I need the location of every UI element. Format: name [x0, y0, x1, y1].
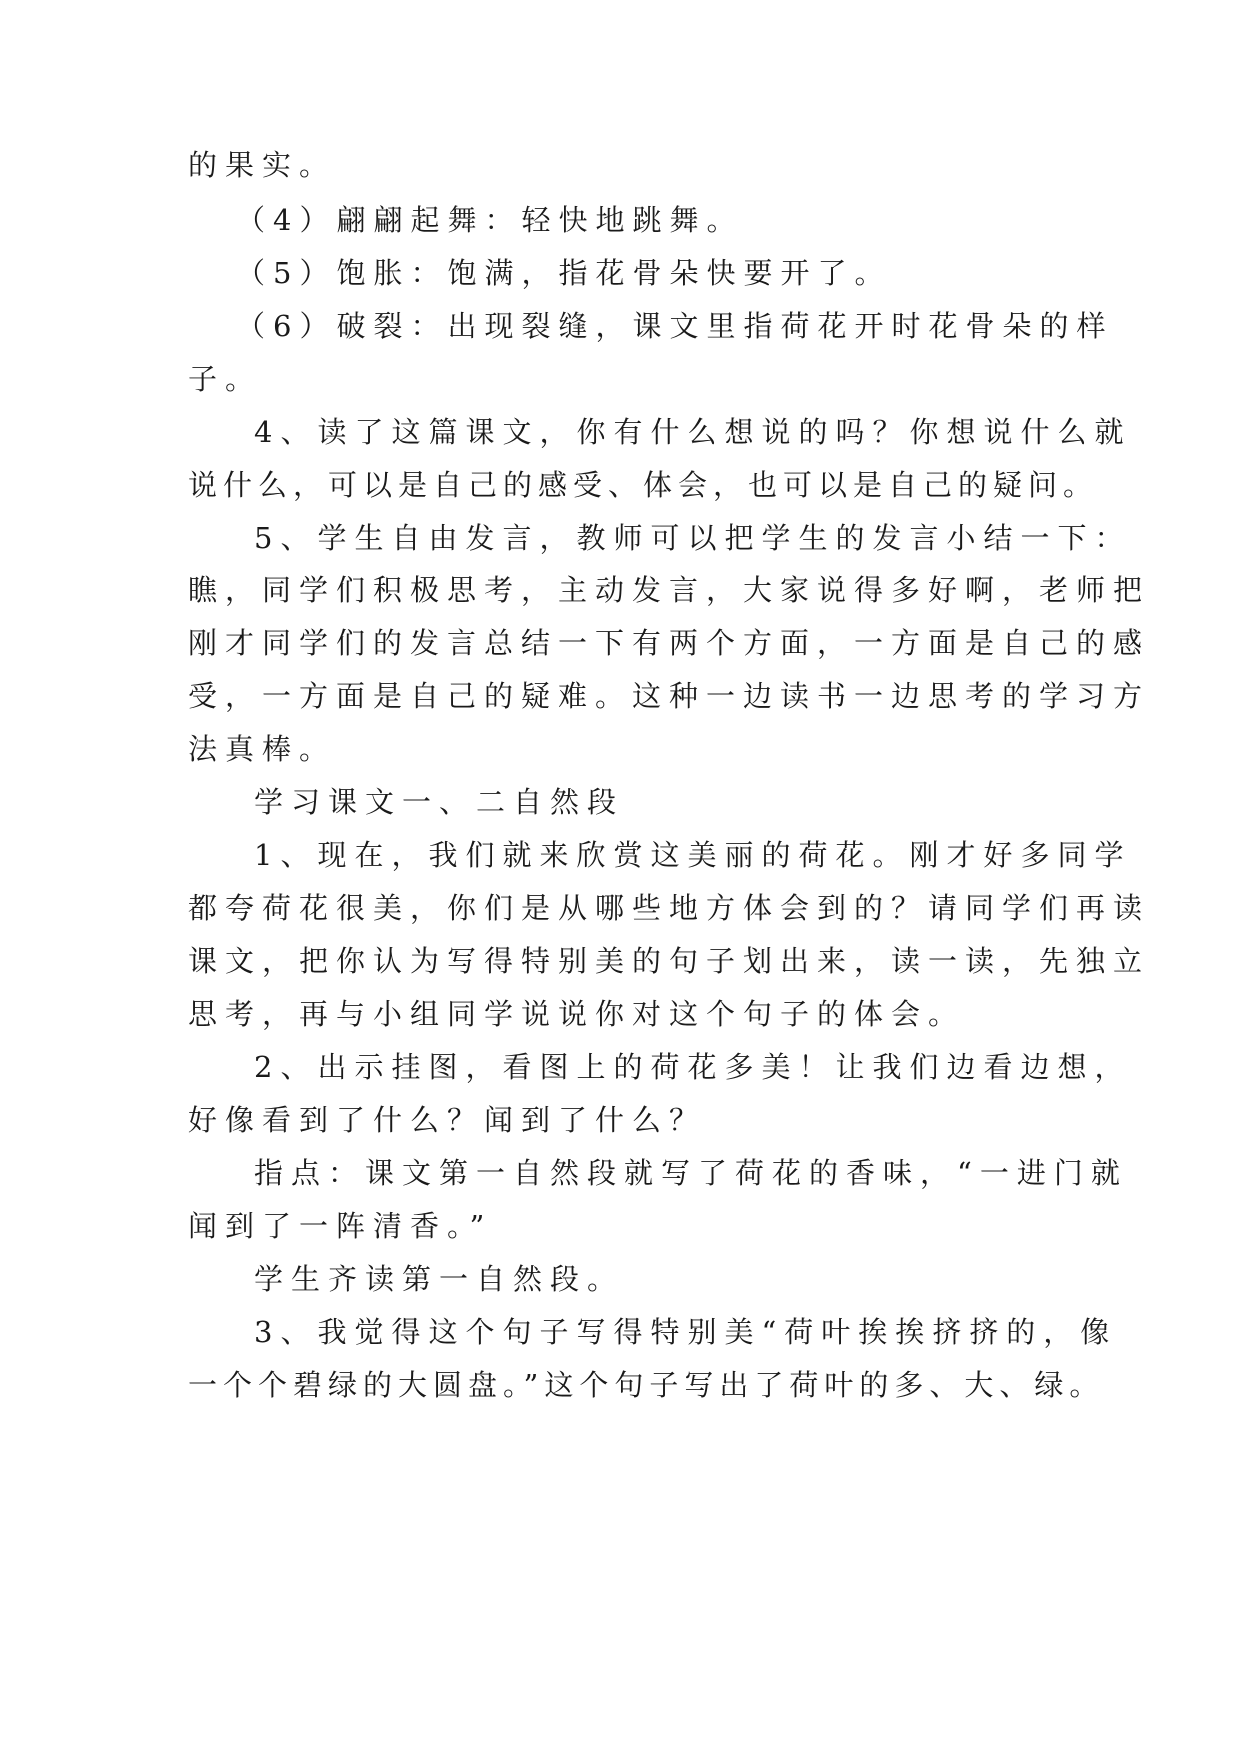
text-line: （5）饱胀：饱满，指花骨朵快要开了。	[236, 256, 892, 290]
text-line: 4、读了这篇课文，你有什么想说的吗？你想说什么就	[254, 415, 1132, 449]
text-line: 一个个碧绿的大圆盘。”这个句子写出了荷叶的多、大、绿。	[188, 1368, 1105, 1402]
text-line: 说什么，可以是自己的感受、体会，也可以是自己的疑问。	[188, 468, 1099, 502]
text-line: 子。	[188, 362, 263, 396]
text-line: 2、出示挂图，看图上的荷花多美！让我们边看边想，	[254, 1050, 1132, 1084]
text-line: 思考，再与小组同学说说你对这个句子的体会。	[188, 997, 966, 1031]
text-line: 都夸荷花很美，你们是从哪些地方体会到的？请同学们再读	[188, 891, 1151, 925]
text-line: （6）破裂：出现裂缝，课文里指荷花开时花骨朵的样	[236, 309, 1114, 343]
text-line: 课文，把你认为写得特别美的句子划出来，读一读，先独立	[188, 944, 1151, 978]
text-line: 刚才同学们的发言总结一下有两个方面，一方面是自己的感	[188, 626, 1151, 660]
text-line: 的果实。	[188, 148, 337, 182]
text-line: 1、现在，我们就来欣赏这美丽的荷花。刚才好多同学	[254, 838, 1132, 872]
text-line: 指点：课文第一自然段就写了荷花的香味，“一进门就	[254, 1156, 1128, 1190]
text-line: 瞧，同学们积极思考，主动发言，大家说得多好啊，老师把	[188, 573, 1151, 607]
text-line: 好像看到了什么？闻到了什么？	[188, 1103, 707, 1137]
text-line: 法真棒。	[188, 732, 337, 766]
text-line: 学习课文一、二自然段	[254, 785, 625, 819]
text-line: 受，一方面是自己的疑难。这种一边读书一边思考的学习方	[188, 679, 1151, 713]
text-line: 学生齐读第一自然段。	[254, 1262, 625, 1296]
text-line: 5、学生自由发言，教师可以把学生的发言小结一下：	[254, 521, 1132, 555]
text-line: （4）翩翩起舞：轻快地跳舞。	[236, 203, 744, 237]
text-line: 3、我觉得这个句子写得特别美“荷叶挨挨挤挤的，像	[254, 1315, 1118, 1349]
text-line: 闻到了一阵清香。”	[188, 1209, 493, 1243]
